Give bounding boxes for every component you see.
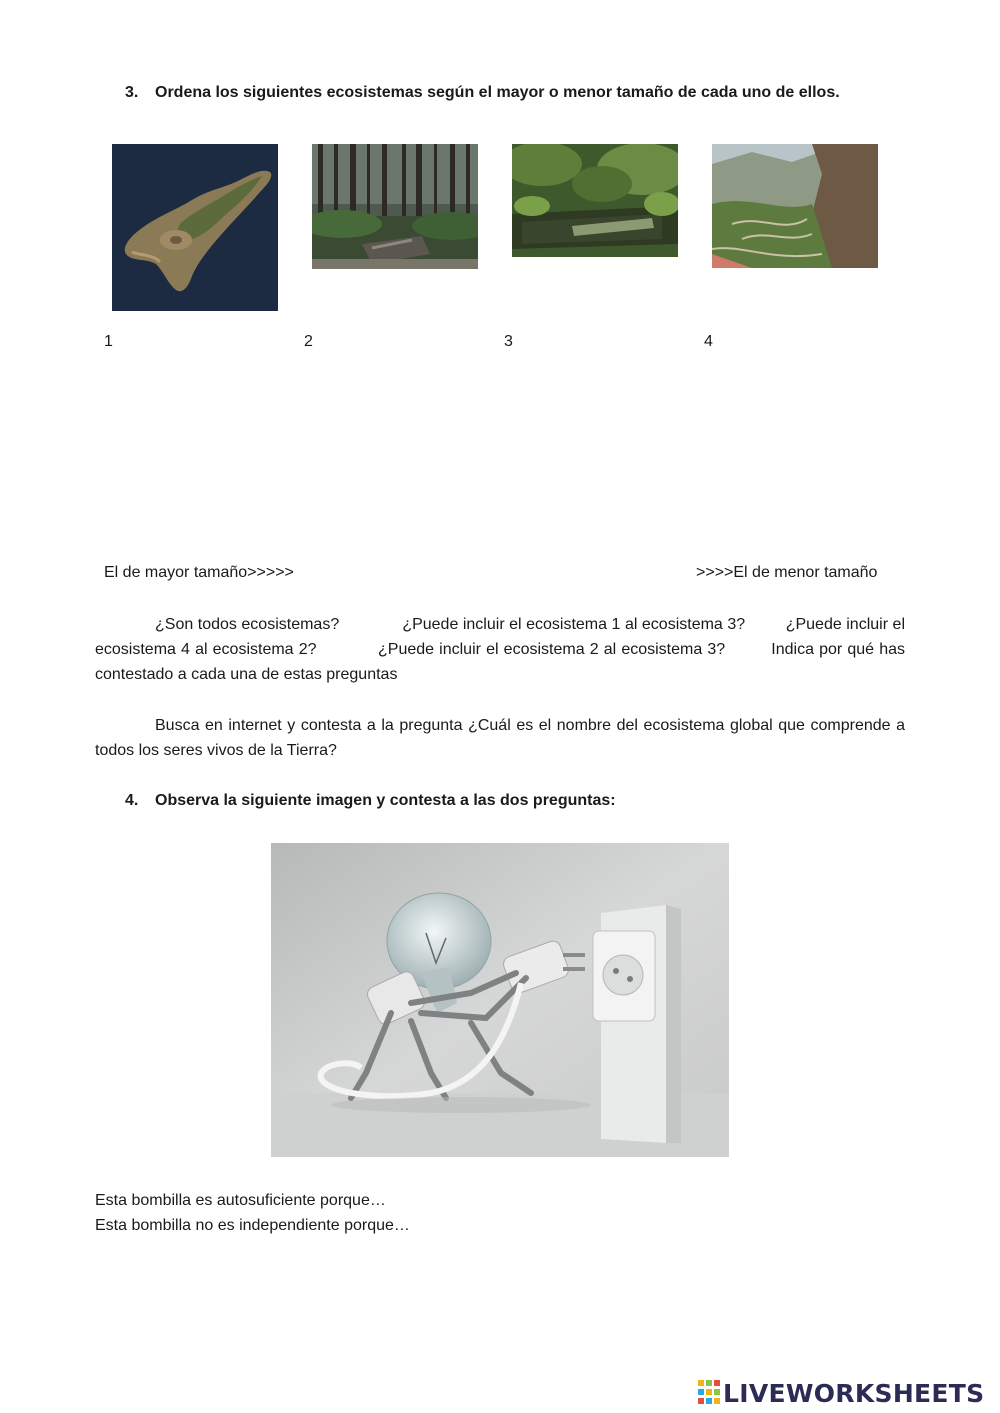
section-3-number: 3.	[125, 84, 139, 101]
section-4-number: 4.	[125, 792, 139, 809]
independent-line: Esta bombilla no es independiente porque…	[95, 1217, 410, 1234]
image-2-label: 2	[304, 333, 313, 350]
questions-paragraph	[95, 612, 910, 687]
search-text: Busca en internet y contesta a la pregunta ¿Cuál es el nombre del ecosistema global que comprende a todos los seres vivos de la Tierra?	[95, 717, 905, 759]
autosufficient-line: Esta bombilla es autosuficiente porque…	[95, 1192, 386, 1209]
pine-forest-image	[312, 144, 478, 269]
questions-text: ¿Son todos ecosistemas? ¿Puede incluir el ecosistema 1 al ecosistema 3? ¿Puede incluir el ecosistema 4 al ecosistema 2? ¿Puede incluir el ecosistema 2 al ecosistema 3? Indica por qué has contestado a cada una de estas preguntas	[95, 616, 910, 683]
liveworksheets-brand: LIVEWORKSHEETS	[723, 1378, 985, 1408]
lightbulb-robot-plugging-image	[271, 843, 729, 1157]
liveworksheets-logo	[698, 1378, 984, 1408]
image-3-label: 3	[504, 333, 513, 350]
mountain-valley-image	[712, 144, 878, 268]
liveworksheets-logo-icon	[698, 1380, 720, 1406]
image-4-label: 4	[704, 333, 713, 350]
smallest-size-label: >>>>El de menor tamaño	[696, 564, 878, 581]
forest-pond-image	[512, 144, 678, 257]
section-4-heading	[125, 792, 616, 810]
largest-size-label: El de mayor tamaño>>>>>	[104, 564, 294, 581]
section-3-heading	[125, 84, 840, 102]
island-satellite-image	[112, 144, 278, 311]
section-3-title: Ordena los siguientes ecosistemas según el mayor o menor tamaño de cada uno de ellos.	[155, 84, 840, 101]
section-4-title: Observa la siguiente imagen y contesta a las dos preguntas:	[155, 792, 616, 809]
search-paragraph	[95, 713, 905, 763]
image-1-label: 1	[104, 333, 113, 350]
